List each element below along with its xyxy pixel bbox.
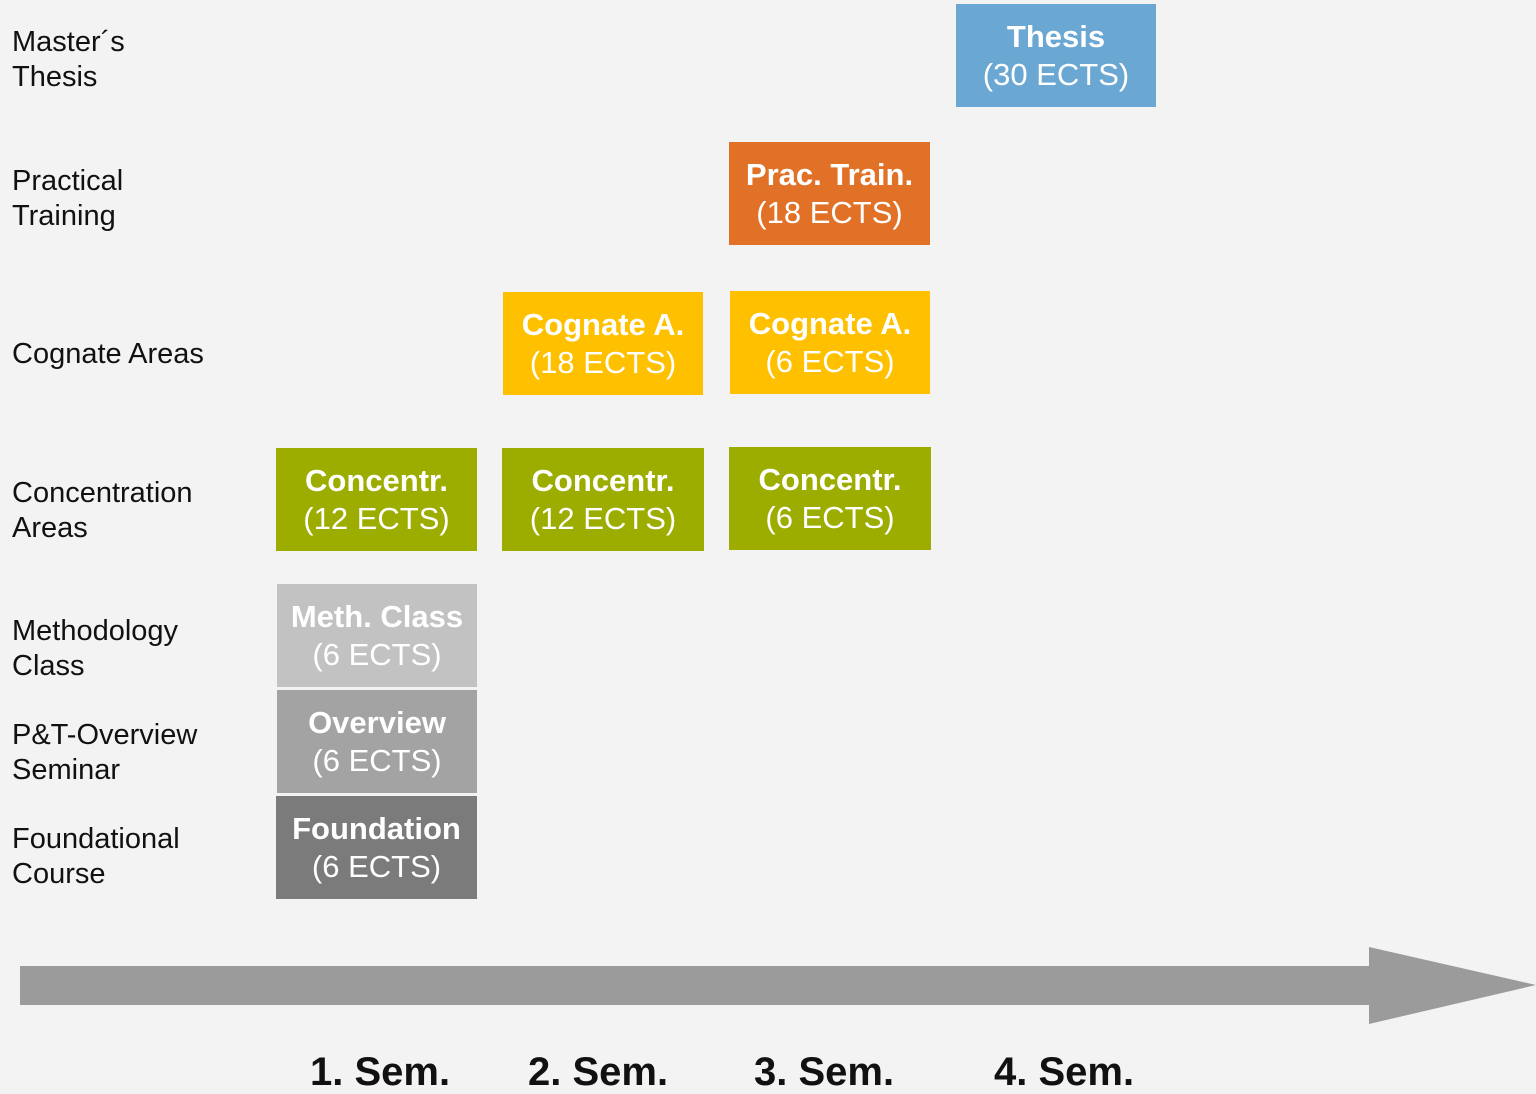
semester-label-2: 2. Sem. xyxy=(528,1050,669,1094)
module-title: Concentr. xyxy=(305,462,448,498)
module-ects: (30 ECTS) xyxy=(982,56,1130,92)
row-label-cognate-areas: Cognate Areas xyxy=(12,338,204,370)
row-label-methodology-class: Methodology Class xyxy=(12,615,179,682)
module-ects: (12 ECTS) xyxy=(303,500,450,536)
row-label-concentration-areas: Concentration Areas xyxy=(12,477,193,544)
module-ects: (18 ECTS) xyxy=(756,194,903,230)
module-title: Concentr. xyxy=(758,461,902,497)
module-title: Cognate A. xyxy=(748,305,912,341)
module-title: Cognate A. xyxy=(521,306,685,342)
module-title: Foundation xyxy=(292,810,461,846)
module-ects: (6 ECTS) xyxy=(312,742,442,778)
module-ects: (18 ECTS) xyxy=(529,344,677,380)
row-label-masters-thesis: Master´s Thesis xyxy=(12,26,125,93)
module-title: Overview xyxy=(308,704,446,740)
module-title: Concentr. xyxy=(531,462,675,498)
row-label-practical-training: Practical Training xyxy=(12,165,124,232)
module-ects: (6 ECTS) xyxy=(765,499,895,535)
module-ects: (6 ECTS) xyxy=(765,343,895,379)
semester-label-3: 3. Sem. xyxy=(754,1050,895,1094)
module-title: Prac. Train. xyxy=(745,156,914,192)
module-title: Meth. Class xyxy=(290,598,464,634)
module-title: Thesis xyxy=(1006,18,1106,54)
timeline-arrow-shape xyxy=(20,947,1536,1024)
row-label-foundational-course: Foundational Course xyxy=(12,823,180,890)
semester-label-1: 1. Sem. xyxy=(310,1050,451,1094)
semester-label-4: 4. Sem. xyxy=(994,1050,1135,1094)
row-label-overview-seminar: P&T-Overview Seminar xyxy=(12,719,198,786)
module-ects: (12 ECTS) xyxy=(529,500,677,536)
module-ects: (6 ECTS) xyxy=(311,848,442,884)
module-ects: (6 ECTS) xyxy=(312,636,442,672)
